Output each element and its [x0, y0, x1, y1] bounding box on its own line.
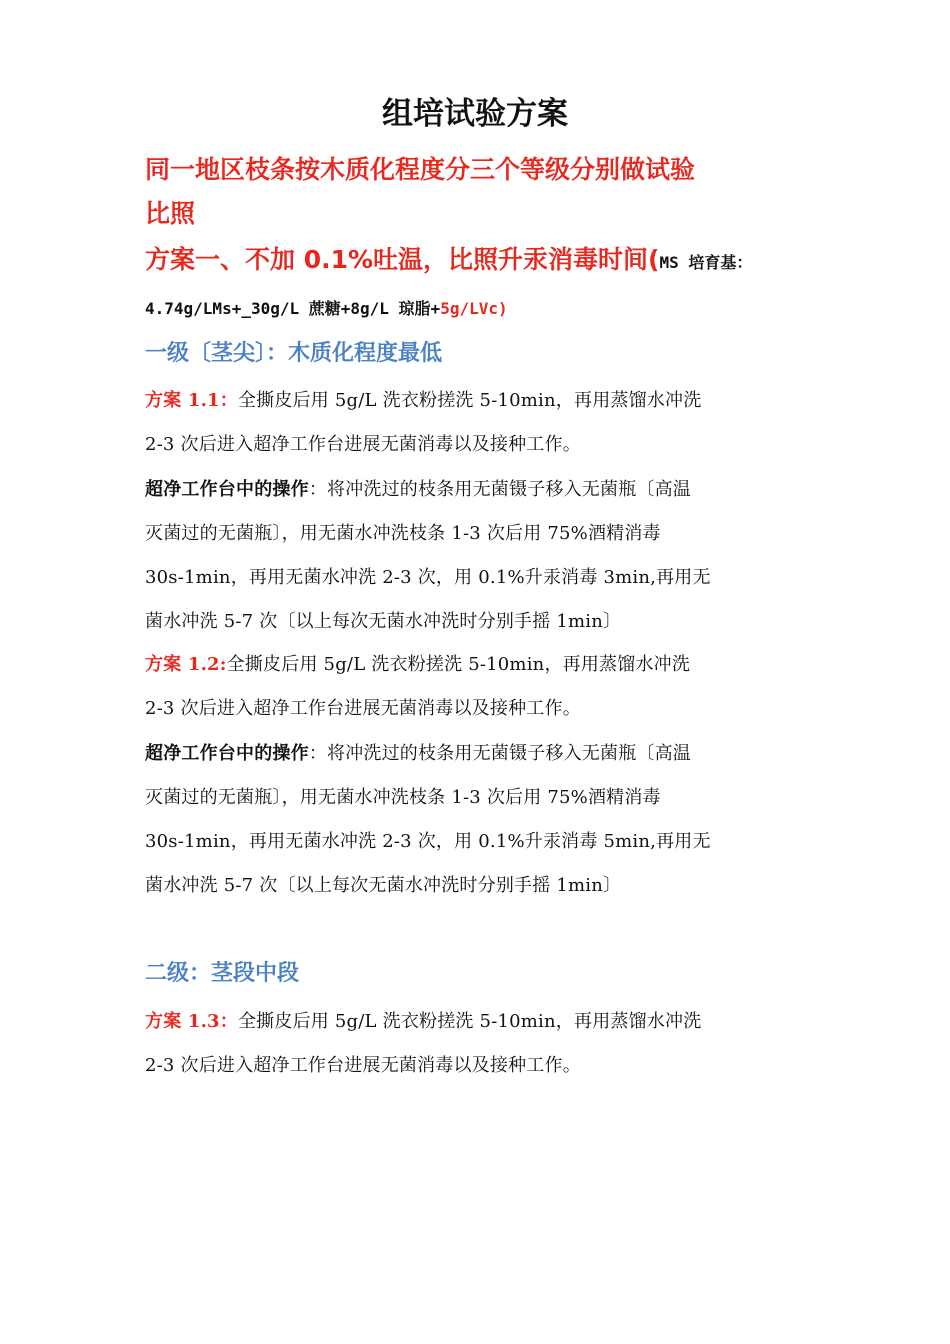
- operation-1-text-1: ：将冲洗过的枝条用无菌镊子移入无菌瓶〔高温: [308, 479, 692, 500]
- scheme-1-2-label: 方案 1.2:: [145, 654, 227, 675]
- medium-formula: 4.74g/LMs+_30g/L 蔗糖+8g/L 琼脂+: [145, 299, 441, 318]
- grade1-heading: 一级〔茎尖〕：木质化程度最低: [145, 341, 443, 366]
- operation-1-line-2: 灭菌过的无菌瓶〕，用无菌水冲洗枝条 1-3 次后用 75%酒精消毒: [145, 523, 661, 544]
- medium-vc: 5g/LVc): [440, 299, 508, 318]
- scheme-1-3-line-2: 2-3 次后进入超净工作台进展无菌消毒以及接种工作。: [145, 1055, 581, 1076]
- operation-1-label: 超净工作台中的操作: [145, 479, 309, 500]
- operation-2-line-1: [145, 739, 691, 765]
- scheme-1-1-line-1: [145, 386, 701, 412]
- scheme1-heading-line: [145, 240, 752, 276]
- scheme-1-1-line-2: 2-3 次后进入超净工作台进展无菌消毒以及接种工作。: [145, 434, 581, 455]
- scheme-1-3-line-1: [145, 1007, 701, 1033]
- scheme-1-2-line-2: 2-3 次后进入超净工作台进展无菌消毒以及接种工作。: [145, 698, 581, 719]
- operation-2-line-4: 菌水冲洗 5-7 次〔以上每次无菌水冲洗时分别手摇 1min〕: [145, 875, 622, 896]
- grade2-heading: 二级：茎段中段: [145, 961, 300, 986]
- operation-2-line-3: 30s-1min，再用无菌水冲洗 2-3 次，用 0.1%升汞消毒 5min,再用无: [145, 831, 711, 852]
- scheme-1-1-text-1: 全撕皮后用 5g/L 洗衣粉搓洗 5-10min，再用蒸馏水冲洗: [237, 390, 702, 411]
- operation-1-line-4: 菌水冲洗 5-7 次〔以上每次无菌水冲洗时分别手摇 1min〕: [145, 611, 622, 632]
- intro-line-1: 同一地区枝条按木质化程度分三个等级分别做试验: [145, 155, 696, 184]
- operation-2-label: 超净工作台中的操作: [145, 743, 309, 764]
- scheme-1-2-text-1: 全撕皮后用 5g/L 洗衣粉搓洗 5-10min，再用蒸馏水冲洗: [226, 654, 691, 675]
- scheme1-heading-tail: MS 培育基：: [659, 253, 753, 272]
- scheme-1-3-label: 方案 1.3：: [145, 1011, 238, 1032]
- operation-2-text-1: ：将冲洗过的枝条用无菌镊子移入无菌瓶〔高温: [308, 743, 692, 764]
- operation-2-line-2: 灭菌过的无菌瓶〕，用无菌水冲洗枝条 1-3 次后用 75%酒精消毒: [145, 787, 661, 808]
- scheme-1-1-label: 方案 1.1：: [145, 390, 238, 411]
- intro-line-2: 比照: [145, 199, 196, 228]
- document-title: 组培试验方案: [382, 96, 568, 132]
- medium-line: [145, 296, 508, 319]
- scheme-1-2-line-1: [145, 650, 690, 676]
- scheme-1-3-text-1: 全撕皮后用 5g/L 洗衣粉搓洗 5-10min，再用蒸馏水冲洗: [237, 1011, 702, 1032]
- operation-1-line-1: [145, 475, 691, 501]
- scheme1-heading: 方案一、不加 0.1%吐温，比照升汞消毒时间(: [145, 245, 660, 274]
- operation-1-line-3: 30s-1min，再用无菌水冲洗 2-3 次，用 0.1%升汞消毒 3min,再用无: [145, 567, 711, 588]
